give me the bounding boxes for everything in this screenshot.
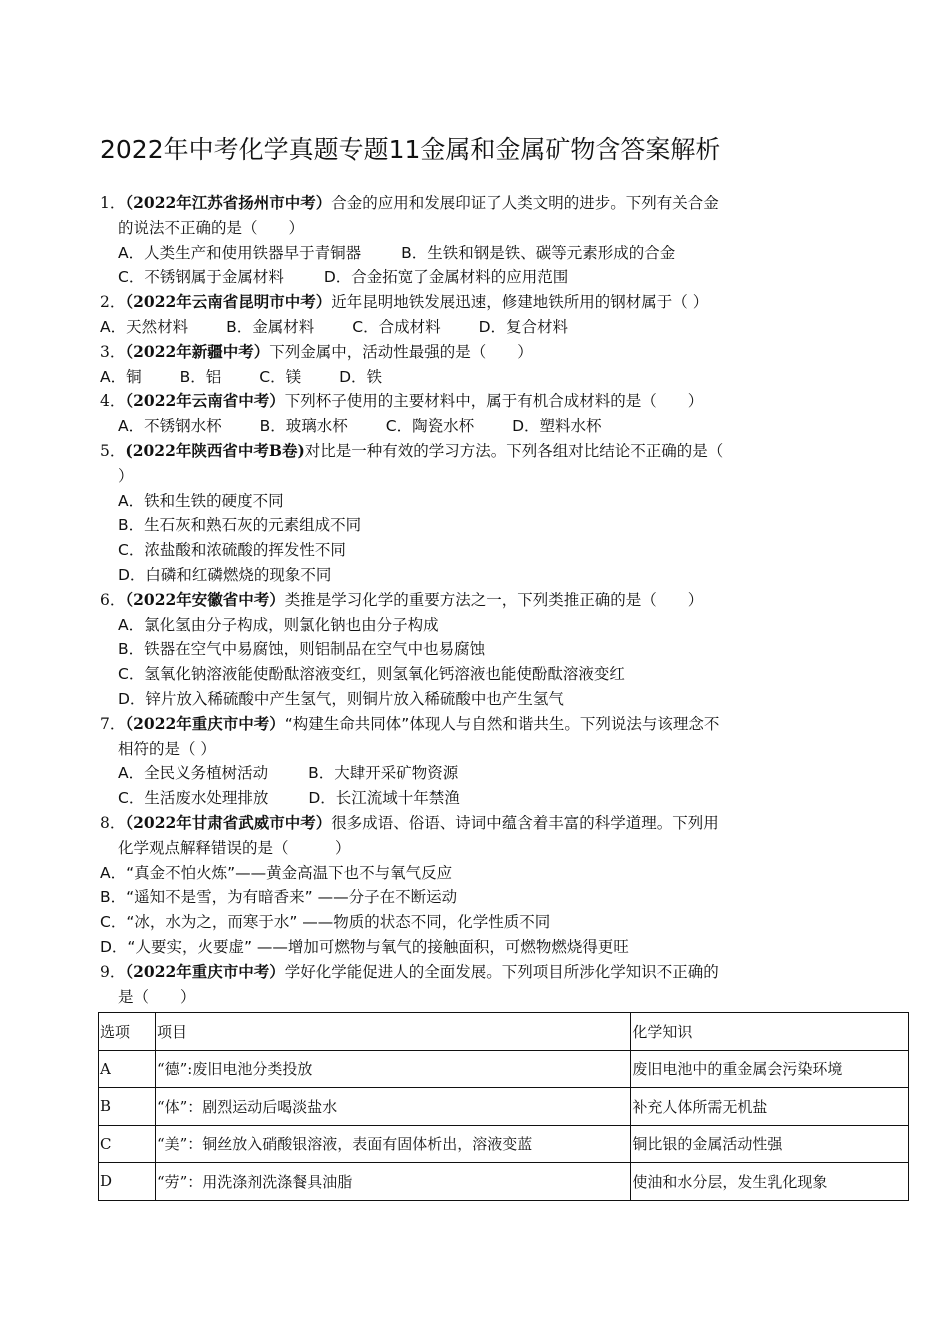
option-d: D．复合材料 (478, 317, 569, 336)
question-source: （2022年安徽省中考） (125, 589, 285, 609)
option-row (100, 414, 820, 439)
table-row (99, 1163, 909, 1201)
option-row (100, 761, 820, 786)
option-b: B．玻璃水杯 (259, 417, 348, 436)
option-b: B．金属材料 (226, 317, 315, 336)
question-number: 1． (100, 194, 126, 212)
question-stem: 很多成语、俗语、诗词中蕴含着丰富的科学道理。下列用 (331, 813, 719, 832)
question-stem: 近年昆明地铁发展迅速，修建地铁所用的钢材属于（ ） (331, 293, 709, 312)
table-cell: D (99, 1163, 156, 1201)
option-a: A．铁和生铁的硬度不同 (118, 491, 284, 510)
table-cell: “德”:废旧电池分类投放 (155, 1050, 630, 1088)
option-c: C．镁 (259, 367, 302, 386)
option-c: C．不锈钢属于金属材料 (118, 268, 284, 287)
option-c: C．陶瓷水杯 (385, 417, 475, 436)
table-header-cell: 项目 (155, 1013, 630, 1051)
question-source: （2022年甘肃省武威市中考） (125, 812, 332, 832)
option-c: C．生活废水处理排放 (118, 789, 269, 808)
question-source: （2022年重庆市中考） (125, 961, 285, 981)
option-a: A．不锈钢水杯 (118, 417, 222, 436)
option-d: D．铁 (339, 367, 383, 386)
option-d: D．长江流域十年禁渔 (308, 789, 460, 808)
table-cell: “体”：剧烈运动后喝淡盐水 (155, 1088, 630, 1126)
table-cell: “美”：铜丝放入硝酸银溶液，表面有固体析出，溶液变蓝 (155, 1125, 630, 1163)
option-c: C．氢氧化钠溶液能使酚酞溶液变红，则氢氧化钙溶液也能使酚酞溶液变红 (118, 665, 625, 684)
question-stem-continued: ） (118, 466, 134, 485)
question-4 (100, 389, 820, 414)
question-stem-continued: 化学观点解释错误的是（ ） (118, 838, 351, 857)
table-header-cell: 选项 (99, 1013, 156, 1051)
question-9 (100, 960, 820, 985)
table-row (99, 1125, 909, 1163)
option-d: D．“人要实，火要虚” ——增加可燃物与氧气的接触面积，可燃物燃烧得更旺 (100, 937, 629, 956)
question-2 (100, 290, 820, 315)
option-row (100, 265, 820, 290)
option-row (100, 241, 820, 266)
table-cell: 使油和水分层，发生乳化现象 (631, 1163, 909, 1201)
question-number: 2． (100, 293, 126, 312)
table-row (99, 1088, 909, 1126)
option-b: B．生铁和钢是铁、碳等元素形成的合金 (401, 243, 676, 262)
question-number: 3． (100, 342, 126, 361)
option-row (100, 315, 820, 340)
table-cell: C (99, 1125, 156, 1163)
question-stem-continued: 相符的是（ ） (118, 739, 216, 758)
option-d: D．白磷和红磷燃烧的现象不同 (118, 565, 332, 584)
option-b: B．大肆开采矿物资源 (308, 764, 459, 783)
question-stem: 下列金属中，活动性最强的是（ ） (269, 342, 533, 361)
question-stem: “构建生命共同体”体现人与自然和谐共生。下列说法与该理念不 (284, 714, 720, 733)
question-6 (100, 588, 820, 613)
table-cell: A (99, 1050, 156, 1088)
option-d: D．合金拓宽了金属材料的应用范围 (323, 268, 569, 287)
table-cell: 补充人体所需无机盐 (631, 1088, 909, 1126)
question-source: （2022年云南省中考） (125, 391, 285, 411)
option-a: A．铜 (100, 367, 142, 386)
option-b: B．生石灰和熟石灰的元素组成不同 (118, 516, 362, 535)
table-cell: 废旧电池中的重金属会污染环境 (631, 1050, 909, 1088)
question-source: （2022年重庆市中考） (125, 713, 285, 733)
option-a: A．“真金不怕火炼”——黄金高温下也不与氧气反应 (100, 863, 453, 882)
question-stem: 合金的应用和发展印证了人类文明的进步。下列有关合金 (331, 194, 719, 212)
option-b: B．铁器在空气中易腐蚀，则铝制品在空气中也易腐蚀 (118, 640, 486, 659)
table-cell: “劳”：用洗涤剂洗涤餐具油脂 (155, 1163, 630, 1201)
option-c: C．合成材料 (352, 317, 441, 336)
option-d: D．锌片放入稀硫酸中产生氢气，则铜片放入稀硫酸中也产生氢气 (118, 689, 564, 708)
option-b: B．“遥知不是雪，为有暗香来” ——分子在不断运动 (100, 888, 458, 907)
question-stem: 对比是一种有效的学习方法。下列各组对比结论不正确的是（ (304, 441, 724, 460)
question-number: 6． (100, 590, 126, 609)
option-d: D．塑料水杯 (512, 417, 602, 436)
option-row (100, 365, 820, 390)
table-cell: 铜比银的金属活动性强 (631, 1125, 909, 1163)
question-stem: 类推是学习化学的重要方法之一，下列类推正确的是（ ） (284, 590, 704, 609)
option-a: A．氯化氢由分子构成，则氯化钠也由分子构成 (118, 615, 439, 634)
option-c: C．浓盐酸和浓硫酸的挥发性不同 (118, 541, 346, 560)
question-source: （2022年江苏省扬州市中考） (125, 193, 332, 212)
question-number: 8． (100, 813, 126, 832)
question-5 (100, 439, 820, 464)
question-1 (100, 191, 820, 216)
question-list (100, 191, 820, 1009)
option-row (100, 786, 820, 811)
option-a: A．天然材料 (100, 317, 189, 336)
question-stem-continued: 的说法不正确的是（ ） (118, 218, 305, 237)
question-number: 4． (100, 392, 126, 411)
table-header-cell: 化学知识 (631, 1013, 909, 1051)
question-number: 7． (100, 714, 126, 733)
table-header-row (99, 1013, 909, 1051)
page-title: 2022年中考化学真题专题11金属和金属矿物含答案解析 (100, 135, 721, 164)
question-source: （2022年新疆中考） (125, 341, 270, 361)
question-number: 9． (100, 962, 126, 981)
question-number: 5． (100, 441, 126, 460)
option-a: A．全民义务植树活动 (118, 764, 269, 783)
question-8 (100, 811, 820, 836)
question-3 (100, 340, 820, 365)
knowledge-table (98, 1012, 909, 1201)
question-stem: 下列杯子使用的主要材料中，属于有机合成材料的是（ ） (284, 392, 704, 411)
table-cell: B (99, 1088, 156, 1126)
question-source: （2022年云南省昆明市中考） (125, 292, 332, 312)
option-b: B．铝 (179, 367, 222, 386)
question-stem: 学好化学能促进人的全面发展。下列项目所涉化学知识不正确的 (284, 962, 719, 981)
table-row (99, 1050, 909, 1088)
question-source: (2022年陕西省中考B卷) (125, 440, 305, 460)
option-c: C．“冰，水为之，而寒于水” ——物质的状态不同，化学性质不同 (100, 913, 551, 932)
option-a: A．人类生产和使用铁器早于青铜器 (118, 243, 362, 262)
question-7 (100, 712, 820, 737)
question-stem-continued: 是（ ） (118, 987, 196, 1006)
